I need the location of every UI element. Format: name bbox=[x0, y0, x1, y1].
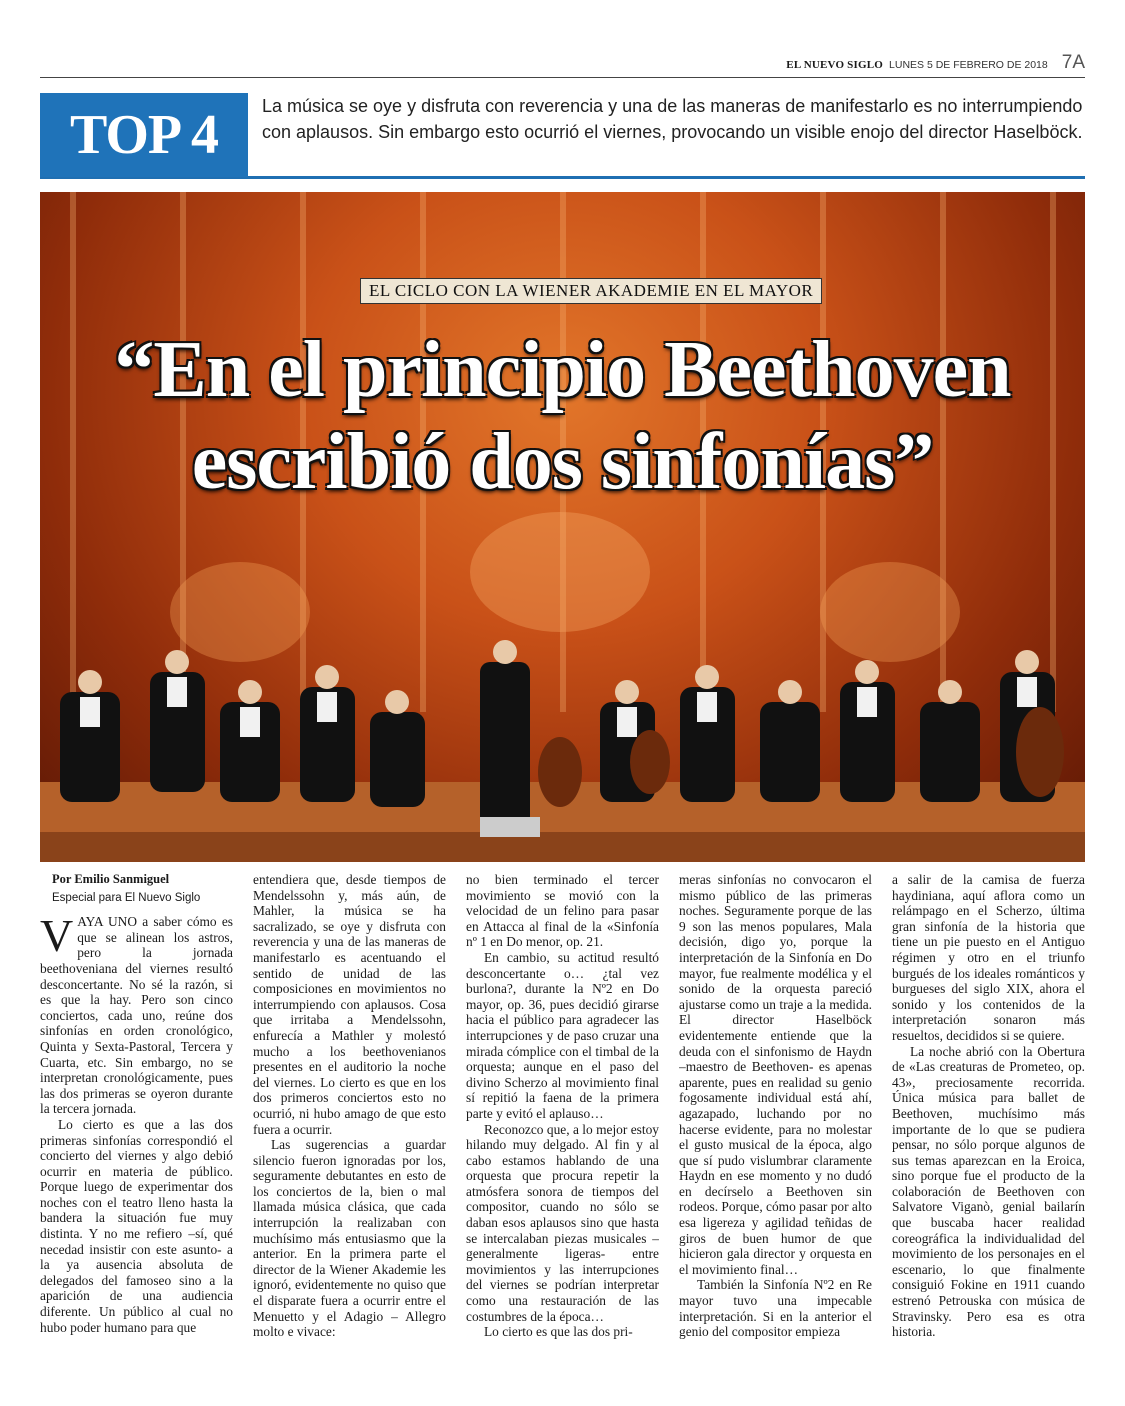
article-paragraph: También la Sinfonía Nº2 en Re mayor tuvo una impecable interpretación. Si en la anterior el genio del compositor empieza bbox=[679, 1277, 872, 1340]
article-paragraph: Lo cierto es que las dos pri- bbox=[484, 1324, 633, 1340]
article-paragraph: a salir de la camisa de fuerza haydiniana, aquí aflora como un relámpago en el Scherzo, última gran sinfonía de la historia que tiene un pie puesto en el Antiguo régimen y otro en el triunfo burgués de los ideales románticos y burgueses del siglo XIX, ahora el sonido y los contenidos de la interpretación sonaron más resueltos, decididos si se quiere. bbox=[892, 872, 1085, 1043]
article-paragraph: VAYA UNO a saber cómo es que se alinean los astros, pero la jornada beethoveniana del viernes resultó desconcertante. No sé la razón, si es que la hay. Pero son cinco conciertos, cada uno, reúne dos sinfonías en orden cronológico, Quinta y Sexta-Pastoral, Tercera y Cuarta, etc. Sin embargo, no se interpretan cronológicamente, pues las dos primeras se oyeron durante la tercera jornada. bbox=[40, 910, 233, 1117]
drop-cap: V bbox=[40, 910, 74, 962]
article-column-3 bbox=[466, 872, 659, 1350]
top4-summary: La música se oye y disfruta con reverencia y una de las maneras de manifestarlo es no interrumpiendo con aplausos. Sin embargo esto ocurrió el viernes, provocando un visible enojo del director Haselböck. bbox=[262, 96, 1083, 142]
article-column-5 bbox=[892, 872, 1085, 1350]
article-headline bbox=[40, 324, 1085, 508]
page-number: 7A bbox=[1061, 52, 1085, 73]
header-info bbox=[786, 52, 1085, 74]
article-paragraph: Las sugerencias a guardar silencio fueron ignoradas por los, seguramente debutantes en esto de los conciertos de la, bien o mal llamada música clásica, que cada interrupción la realizaban con muchísimo más entusiasmo que la anterior. En la primera parte el director de la Wiener Akademie les ignoró, evidentemente no quiso que el disparate fuera a ocurrir entre el Menuetto y el Adagio – Allegro molto e vivace: bbox=[253, 1137, 446, 1340]
article-column-4 bbox=[679, 872, 872, 1350]
issue-date: LUNES 5 DE FEBRERO DE 2018 bbox=[889, 59, 1048, 71]
newspaper-name: EL NUEVO SIGLO bbox=[786, 59, 884, 71]
article-paragraph: no bien terminado el tercer movimiento se movió con la velocidad de un felino para pasar en Attacca al final de la «Sinfonía nº 1 en Do menor, op. 21. bbox=[466, 872, 659, 950]
article-paragraph: entendiera que, desde tiempos de Mendelssohn y, más aún, de Mahler, la música se ha sacralizado, se oye y disfruta con reverencia y una de las maneras de manifestarlo es acentuando el sentido de unidad de las composiciones en movimientos no interrumpiendo con aplausos. Cosa que irritaba a Mendelssohn, enfurecía a Mathler y molestó mucho a los beethovenianos presentes en el auditorio la noche del viernes. Lo cierto es que en los dos primeros conciertos esto no ocurrió, ni hubo amago de que esto fuera a ocurrir. bbox=[253, 872, 446, 1137]
byline-author: Por Emilio Sanmiguel bbox=[52, 872, 170, 886]
article-column-1 bbox=[40, 872, 233, 1350]
article-paragraph: La noche abrió con la Obertura de «Las creaturas de Prometeo, op. 43», preciosamente recorrida. Única música para ballet de Beethoven, muchísimo más importante de lo que se pudiera pensar, no sólo porque algunos de sus temas aparezcan en la Eroica, sino porque fue el producto de la colaboración de Beethoven con Salvatore Viganò, genial bailarín que buscaba hacer realidad coreográfica la individualidad del movimiento de los personajes en el escenario, lo que finalmente consiguió Fokine en 1911 cuando estrenó Petrouska con música de Stravinsky. Pero esa es otra historia. bbox=[892, 1043, 1085, 1340]
article-column-2 bbox=[253, 872, 446, 1350]
headline-line-1: “En el principio Beethoven bbox=[114, 326, 1011, 414]
article-paragraph: Reconozco que, a lo mejor estoy hilando muy delgado. Al fin y al cabo estamos hablando de una orquesta que procura repetir la atmósfera sonora de tiempos del compositor, cuando no sólo se daban esos aplausos sino que hasta se intercalaban piezas musicales –generalmente ligeras- entre movimientos y las interrupciones del viernes se podrían interpretar como una restauración de las costumbres de la época… bbox=[466, 1121, 659, 1324]
top4-section bbox=[40, 93, 1085, 179]
page-header bbox=[40, 50, 1085, 78]
article-body bbox=[40, 872, 1085, 1350]
article-paragraph: Lo cierto es que a las dos primeras sinfonías correspondió el concierto del viernes y algo debió ocurrir en materia de público. Porque luego de experimentar dos noches con el teatro lleno hasta la bandera la situación fue muy distinta. Y no me refiero –sí, qué necedad insistir con este asunto- a la ya ausencia absoluta de delegados del famoseo sino a la aparición de una audiencia diferente. Un público al cual no hubo poder humano para que bbox=[40, 1116, 233, 1335]
article-paragraph: meras sinfonías no convocaron el mismo público de las primeras noches. Seguramente porque de las 9 son las menos populares, Mala decisión, digo yo, porque la interpretación de la Sinfonía en Do mayor, fue realmente modélica y el sonido de la orquesta pareció ajustarse como un traje a la medida. El director Haselböck evidentemente entiende que la deuda con el sinfonismo de Haydn –maestro de Beethoven- es apenas aparente, pues en realidad su genio fogosamente individual está ahí, agazapado, luchando por no hacerse evidente, para no molestar el gusto musical de la época, algo que sí pudo vislumbrar claramente Haydn en ese momento y no dudó en decírselo a Beethoven sin rodeos. Porque, cómo pasar por alto esa ligereza y agilidad teñidas de giros de buen humor de que hicieron gala director y orquesta en el movimiento final… bbox=[679, 872, 872, 1277]
top4-label: TOP 4 bbox=[40, 93, 248, 177]
headline-line-2: escribió dos sinfonías” bbox=[191, 418, 934, 506]
article-kicker: EL CICLO CON LA WIENER AKADEMIE EN EL MAYOR bbox=[360, 278, 822, 304]
orchestra-photo bbox=[40, 192, 1085, 862]
byline-role: Especial para El Nuevo Siglo bbox=[52, 891, 201, 904]
article-paragraph: En cambio, su actitud resultó desconcertante o… ¿tal vez burlona?, durante la Nº2 en Do mayor, op. 36, pues decidió girarse hacia el público para agradecer las interrupciones y de paso cruzar una mirada cómplice con el timbal de la orquesta; aunque en el paso del divino Scherzo al movimiento final sí repitió la faena de la primera parte y evitó el aplauso… bbox=[466, 949, 659, 1121]
